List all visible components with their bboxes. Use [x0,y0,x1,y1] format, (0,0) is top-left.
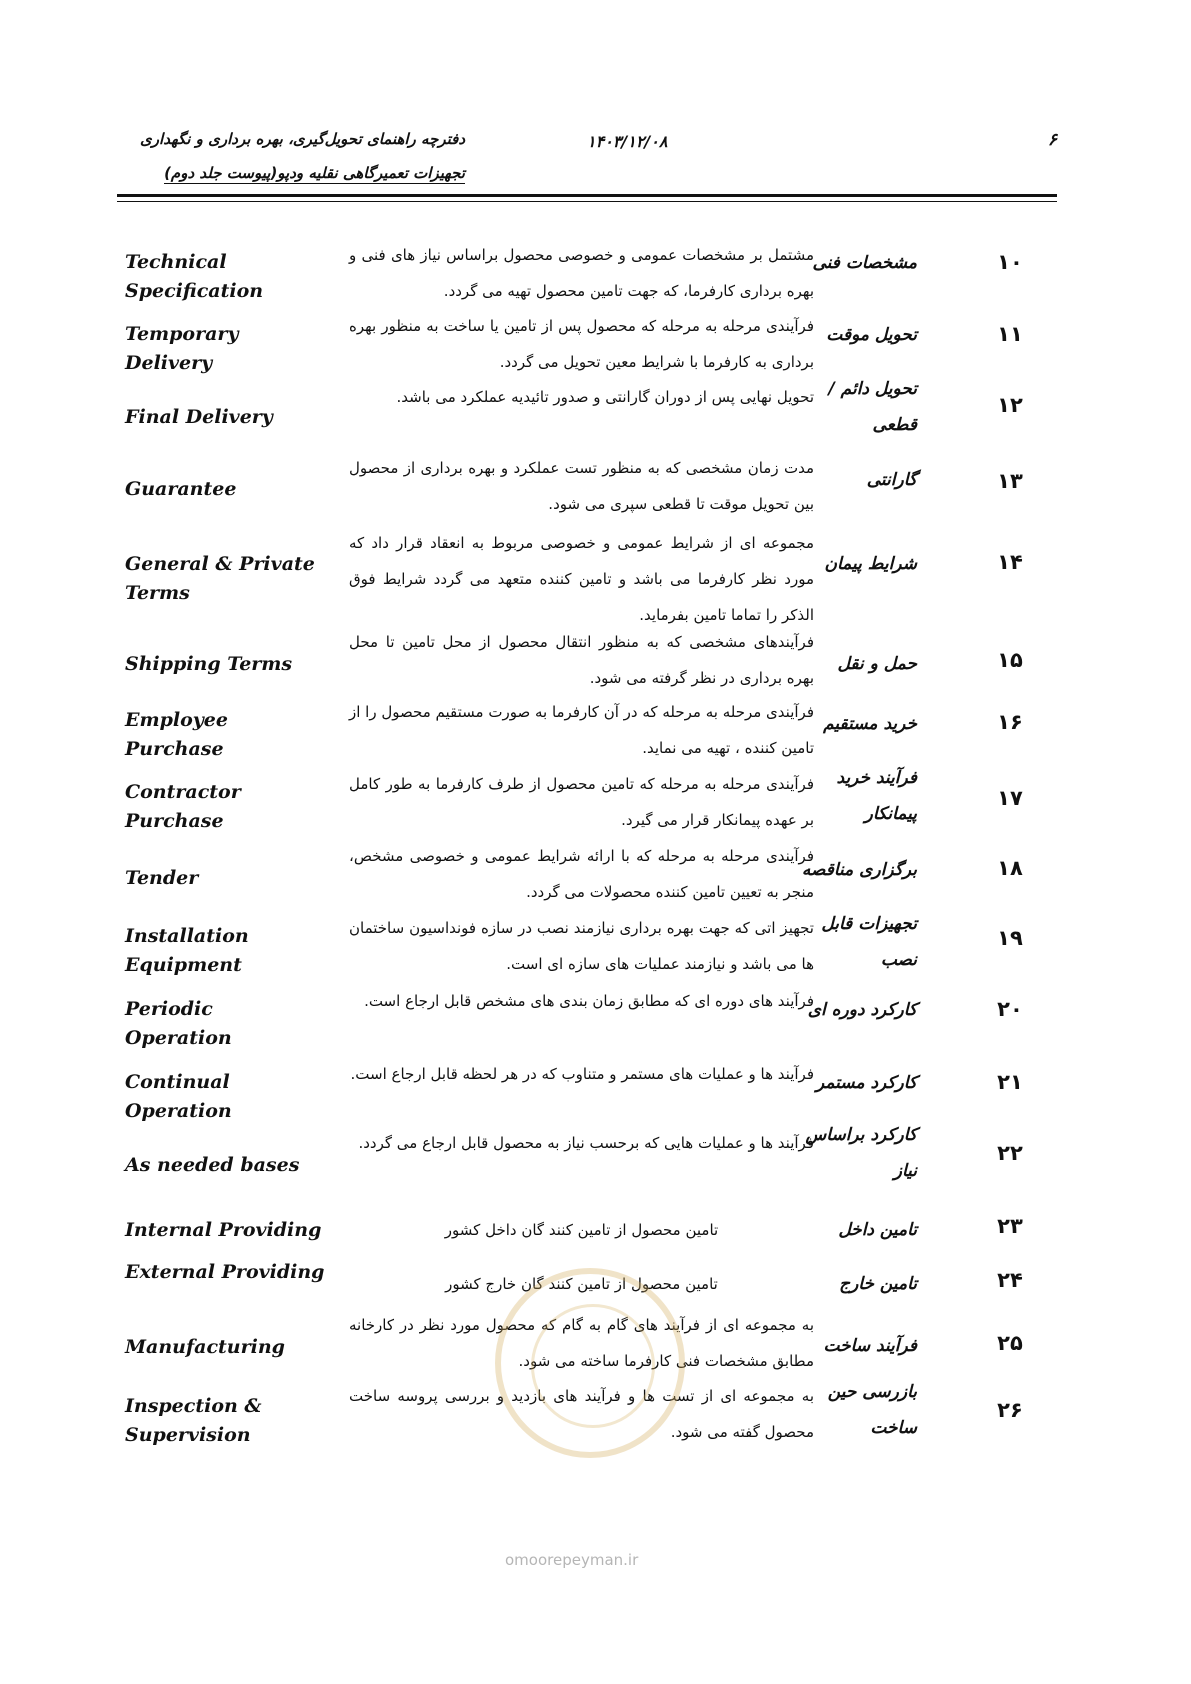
term-english: General & Private Terms [125,553,315,604]
term-persian: فرآیند ساخت [823,1336,917,1356]
row-number: ۲۴ [997,1268,1023,1292]
row-number: ۲۱ [997,1070,1023,1094]
term-english: As needed bases [125,1154,300,1176]
term-persian: تجهیزات قابل نصب [821,914,917,970]
term-persian: خرید مستقیم [823,714,917,734]
term-persian: حمل و نقل [837,654,917,674]
term-description: مدت زمان مشخصی که به منظور تست عملکرد و بهره برداری از محصول بین تحویل موقت تا قطعی سپری می شود. [349,459,814,513]
term-description: تجهیز اتی که جهت بهره برداری نیازمند نصب در سازه فونداسیون ساختمان ها می باشد و نیازمند عملیات های سازه ای است. [349,919,814,973]
term-description: تامین محصول از تامین کنند گان داخل کشور [444,1221,719,1239]
term-description: مشتمل بر مشخصات عمومی و خصوصی محصول براساس نیاز های فنی و بهره برداری کارفرما، که جهت تامین محصول تهیه می گردد. [349,246,814,300]
term-english: External Providing [125,1261,325,1283]
document-title-line1: دفترچه راهنمای تحویل‌گیری، بهره برداری و نگهداری [140,130,465,148]
term-english: Final Delivery [125,406,273,428]
term-english: Temporary Delivery [125,323,239,374]
term-persian: مشخصات فنی [812,253,917,273]
term-persian: بازرسی حین ساخت [827,1382,917,1438]
term-english: Installation Equipment [125,925,249,976]
document-title-line2: تجهیزات تعمیرگاهی نقلیه ودپو(پیوست جلد دوم) [164,164,465,182]
watermark-text: omoorepeyman.ir [505,1551,639,1569]
term-persian: کارکرد دوره ای [807,1000,917,1020]
term-description: مجموعه ای از شرایط عمومی و خصوصی مربوط به انعقاد قرار داد که مورد نظر کارفرما می باشد و تامین کننده متعهد می گردد شرایط فوق الذکر را تماما تامین بفرماید. [349,534,814,624]
row-number: ۲۳ [997,1214,1023,1238]
term-description: فرآیندی مرحله به مرحله که با ارائه شرایط عمومی و خصوصی مشخص، منجر به تعیین تامین کننده محصولات می گردد. [349,847,814,901]
header-rule-thick [117,194,1057,197]
row-number: ۲۶ [997,1398,1023,1422]
term-description: فرآیندهای مشخصی که به منظور انتقال محصول از محل تامین تا محل بهره برداری در نظر گرفته می شود. [349,633,814,687]
term-english: Contractor Purchase [125,781,241,832]
term-description: تحویل نهایی پس از دوران گارانتی و صدور تائیدیه عملکرد می باشد. [396,388,814,406]
row-number: ۲۲ [997,1141,1023,1165]
header-rule-thin [117,201,1057,202]
term-english: Tender [125,867,199,889]
watermark-seal-inner [531,1304,655,1428]
term-persian: فرآیند خرید پیمانکار [836,768,917,824]
row-number: ۱۵ [997,648,1023,672]
term-persian: کارکرد مستمر [815,1073,917,1093]
term-english: Technical Specification [125,251,264,302]
row-number: ۱۳ [997,469,1023,493]
page-number: ۶ [1047,130,1057,150]
term-description: فرآیندی مرحله به مرحله که تامین محصول از طرف کارفرما به طور کامل بر عهده پیمانکار قرار می گیرد. [349,775,814,829]
row-number: ۱۹ [997,926,1023,950]
term-persian: تامین خارج [839,1274,917,1294]
term-persian: کارکرد براساس نیاز [805,1125,917,1181]
term-english: Employee Purchase [125,709,228,760]
term-description: فرآیند ها و عملیات های مستمر و متناوب که در هر لحظه قابل ارجاع است. [350,1065,814,1083]
term-english: Inspection & Supervision [125,1395,262,1446]
row-number: ۱۸ [997,856,1023,880]
term-description: فرآیند ها و عملیات هایی که برحسب نیاز به محصول قابل ارجاع می گردد. [358,1134,814,1152]
term-english: Manufacturing [125,1336,285,1358]
term-description: به مجموعه ای از فرآیند های گام به گام که محصول مورد نظر در کارخانه مطابق مشخصات فنی کارفرما ساخته می شود. [349,1316,814,1370]
term-english: Guarantee [125,478,237,500]
row-number: ۱۱ [997,322,1023,346]
watermark-seal [495,1268,685,1458]
row-number: ۱۲ [997,393,1023,417]
term-persian: تامین داخل [838,1220,917,1240]
row-number: ۱۰ [997,250,1023,274]
term-persian: شرایط پیمان [824,554,917,574]
document-date: ۱۴۰۳/۱۲/۰۸ [587,132,668,151]
term-description: فرآیندی مرحله به مرحله که محصول پس از تامین یا ساخت به منظور بهره برداری به کارفرما با شرایط معین تحویل می گردد. [349,317,814,371]
term-english: Continual Operation [125,1071,232,1122]
term-persian: تحویل دائم / قطعی [828,379,917,435]
term-description: تامین محصول از تامین کنند گان خارج کشور [445,1275,718,1293]
term-description: به مجموعه ای از تست ها و فرآیند های بازدید و بررسی پروسه ساخت محصول گفته می شود. [349,1387,814,1441]
row-number: ۱۶ [997,710,1023,734]
term-english: Periodic Operation [125,998,232,1049]
term-description: فرآیندی مرحله به مرحله که در آن کارفرما به صورت مستقیم محصول را از تامین کننده ، تهیه می نماید. [349,703,814,757]
row-number: ۲۵ [997,1331,1023,1355]
term-persian: گارانتی [866,470,917,490]
term-english: Shipping Terms [125,653,293,675]
term-english: Internal Providing [125,1219,322,1241]
term-persian: برگزاری مناقصه [801,860,917,880]
term-description: فرآیند های دوره ای که مطابق زمان بندی های مشخص قابل ارجاع است. [364,992,814,1010]
row-number: ۲۰ [997,997,1023,1021]
term-persian: تحویل موقت [826,325,917,345]
row-number: ۱۴ [997,550,1023,574]
row-number: ۱۷ [997,786,1023,810]
